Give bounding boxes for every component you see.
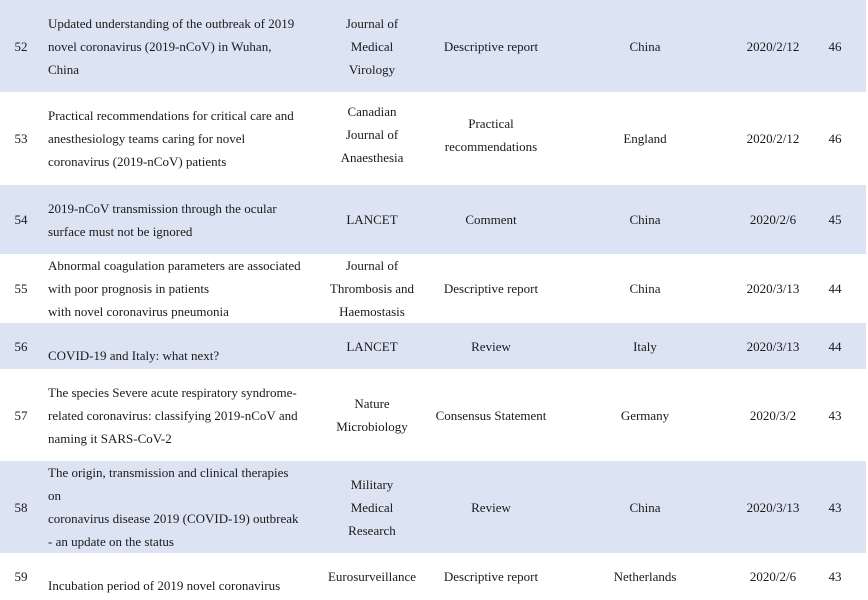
country: Italy (548, 323, 742, 369)
article-title: Incubation period of 2019 novel coronavirus (48, 577, 281, 593)
journal-name: Journal of Thrombosis and Haemostasis (329, 258, 415, 319)
publication-date: 2020/3/13 (746, 281, 800, 296)
citation-count: 43 (828, 568, 842, 584)
citation-count: 44 (828, 281, 842, 296)
row-number: 53 (14, 131, 28, 146)
publication-date: 2020/2/6 (749, 568, 797, 584)
table-row (0, 553, 866, 599)
table-row (0, 323, 866, 369)
journal-name: Eurosurveillance (327, 568, 417, 584)
citation-count: 46 (828, 131, 842, 146)
row-number: 56 (0, 323, 42, 369)
table-row (0, 185, 866, 254)
country: China (629, 281, 661, 296)
journal-name: Canadian Journal of Anaesthesia (340, 104, 404, 165)
article-type: Comment (434, 185, 548, 254)
country: Netherlands (613, 568, 677, 584)
article-type: Review (434, 461, 548, 553)
country: China (548, 0, 742, 92)
citation-count: 46 (804, 0, 866, 92)
citation-count: 44 (804, 323, 866, 369)
article-type: Consensus Statement (435, 407, 547, 423)
country: China (548, 461, 742, 553)
article-type: Practical recommendations (444, 115, 538, 154)
country: England (623, 131, 667, 146)
publication-date: 2020/2/12 (746, 131, 800, 146)
row-number: 59 (14, 568, 28, 584)
publication-date: 2020/2/12 (742, 0, 804, 92)
publication-date: 2020/3/13 (742, 323, 804, 369)
article-title: Abnormal coagulation parameters are associated with poor prognosis in patients with novel coronavirus pneumonia (48, 258, 301, 319)
journal-name: LANCET (310, 323, 434, 369)
table-row (0, 92, 866, 185)
publication-date: 2020/3/13 (742, 461, 804, 553)
article-title: 2019-nCoV transmission through the ocular surface must not be ignored (48, 200, 277, 239)
row-number: 54 (0, 185, 42, 254)
row-number: 55 (14, 281, 28, 296)
article-title: The origin, transmission and clinical therapies on coronavirus disease 2019 (COVID-19) outbreak - an update on the status (48, 465, 299, 549)
table-row (0, 254, 866, 323)
article-title: Practical recommendations for critical care and anesthesiology teams caring for novel coronavirus (2019-nCoV) patients (48, 108, 294, 169)
table-row (0, 0, 866, 92)
table-row (0, 369, 866, 461)
country: Germany (620, 407, 670, 423)
journal-name: Military Medical Research (348, 476, 396, 538)
article-title: The species Severe acute respiratory syndrome- related coronavirus: classifying 2019-nCoV and naming it SARS-CoV-2 (48, 384, 298, 446)
row-number: 52 (0, 0, 42, 92)
journal-name: Nature Microbiology (336, 396, 408, 434)
country: China (548, 185, 742, 254)
row-number: 58 (0, 461, 42, 553)
article-type: Descriptive report (443, 568, 539, 584)
article-type: Descriptive report (443, 281, 539, 296)
table-row (0, 461, 866, 553)
row-number: 57 (14, 407, 28, 423)
article-type: Descriptive report (434, 0, 548, 92)
citation-count: 45 (804, 185, 866, 254)
publication-date: 2020/2/6 (742, 185, 804, 254)
publication-date: 2020/3/2 (749, 407, 797, 423)
article-title: COVID-19 and Italy: what next? (48, 347, 220, 363)
journal-name: LANCET (310, 185, 434, 254)
citation-count: 43 (828, 407, 842, 423)
citation-count: 43 (804, 461, 866, 553)
article-title: Updated understanding of the outbreak of 2019 novel coronavirus (2019-nCoV) in Wuhan, China (48, 15, 295, 77)
article-type: Review (434, 323, 548, 369)
journal-name: Journal of Medical Virology (345, 15, 399, 77)
